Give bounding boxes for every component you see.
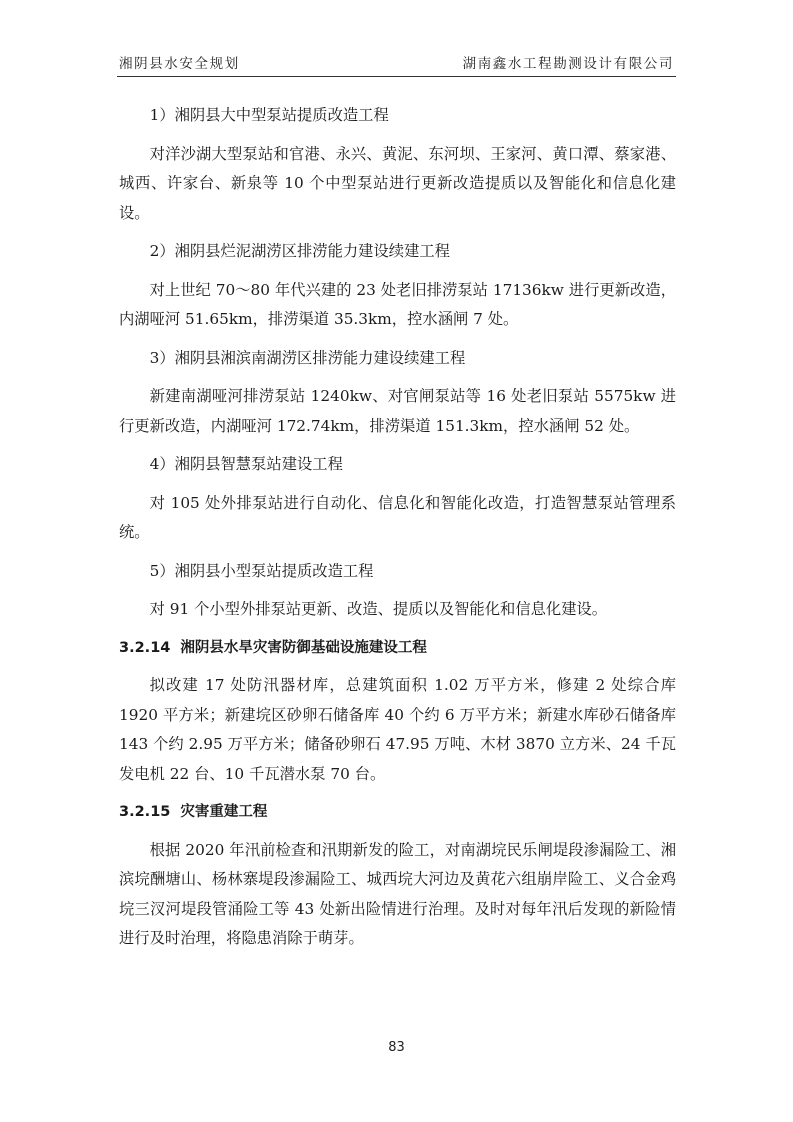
- header-document-title: 湘阴县水安全规划: [119, 56, 240, 72]
- page-header: [119, 52, 674, 74]
- section-body-3-2-15: 根据 2020 年汛前检查和汛期新发的险工，对南湖垸民乐闸堤段渗漏险工、湘滨垸酬塘山、杨林寨堤段渗漏险工、城西垸大河边及黄花六组崩岸险工、义合金鸡垸三汊河堤段管涌险工等 43 处新出险情进行治理。及时对每年汛后发现的新险情进行及时治理，将隐患消除于萌芽。: [119, 840, 676, 947]
- section-heading-3-2-15: [119, 798, 676, 828]
- header-divider: [117, 76, 676, 77]
- section-body-3-2-14: 拟改建 17 处防汛器材库，总建筑面积 1.02 万平方米，修建 2 处综合库 1920 平方米；新建垸区砂卵石储备库 40 个约 6 万平方米；新建水库砂石储备库 143 个约 2.95 万平方米；储备砂卵石 47.95 万吨、木材 3870 立方米、24 千瓦发电机 22 台、10 千瓦潜水泵 70 台。: [119, 676, 676, 783]
- item-title-2: 2）湘阴县烂泥湖涝区排涝能力建设续建工程: [149, 242, 450, 260]
- section-number: 3.2.14: [119, 639, 171, 656]
- item-body-5: 对 91 个小型外排泵站更新、改造、提质以及智能化和信息化建设。: [149, 600, 608, 618]
- item-body-2: 对上世纪 70～80 年代兴建的 23 处老旧排涝泵站 17136kw 进行更新改造，内湖哑河 51.65km，排涝渠道 35.3km，控水涵闸 7 处。: [119, 280, 676, 328]
- section-title: 湘阴县水旱灾害防御基础设施建设工程: [180, 639, 427, 656]
- item-title-5: 5）湘阴县小型泵站提质改造工程: [149, 561, 374, 580]
- item-body-1: 对洋沙湖大型泵站和官港、永兴、黄泥、东河坝、王家河、黄口潭、蔡家港、城西、许家台、新泉等 10 个中型泵站进行更新改造提质以及智能化和信息化建设。: [119, 144, 676, 222]
- item-body-4: 对 105 处外排泵站进行自动化、信息化和智能化改造，打造智慧泵站管理系统。: [119, 493, 676, 541]
- header-company-name: 湖南鑫水工程勘测设计有限公司: [462, 56, 674, 72]
- item-title-4: 4）湘阴县智慧泵站建设工程: [149, 455, 343, 473]
- item-title-3: 3）湘阴县湘滨南湖涝区排涝能力建设续建工程: [149, 348, 466, 367]
- item-title-1: 1）湘阴县大中型泵站提质改造工程: [149, 106, 389, 124]
- item-body-3: 新建南湖哑河排涝泵站 1240kw、对官闸泵站等 16 处老旧泵站 5575kw 进行更新改造，内湖哑河 172.74km，排涝渠道 151.3km，控水涵闸 52 处。: [119, 387, 676, 435]
- section-number: 3.2.15: [119, 804, 171, 820]
- page-number: 83: [388, 1040, 405, 1055]
- section-heading-3-2-14: [119, 634, 676, 664]
- section-title: 灾害重建工程: [180, 804, 268, 820]
- page-content: [119, 92, 676, 954]
